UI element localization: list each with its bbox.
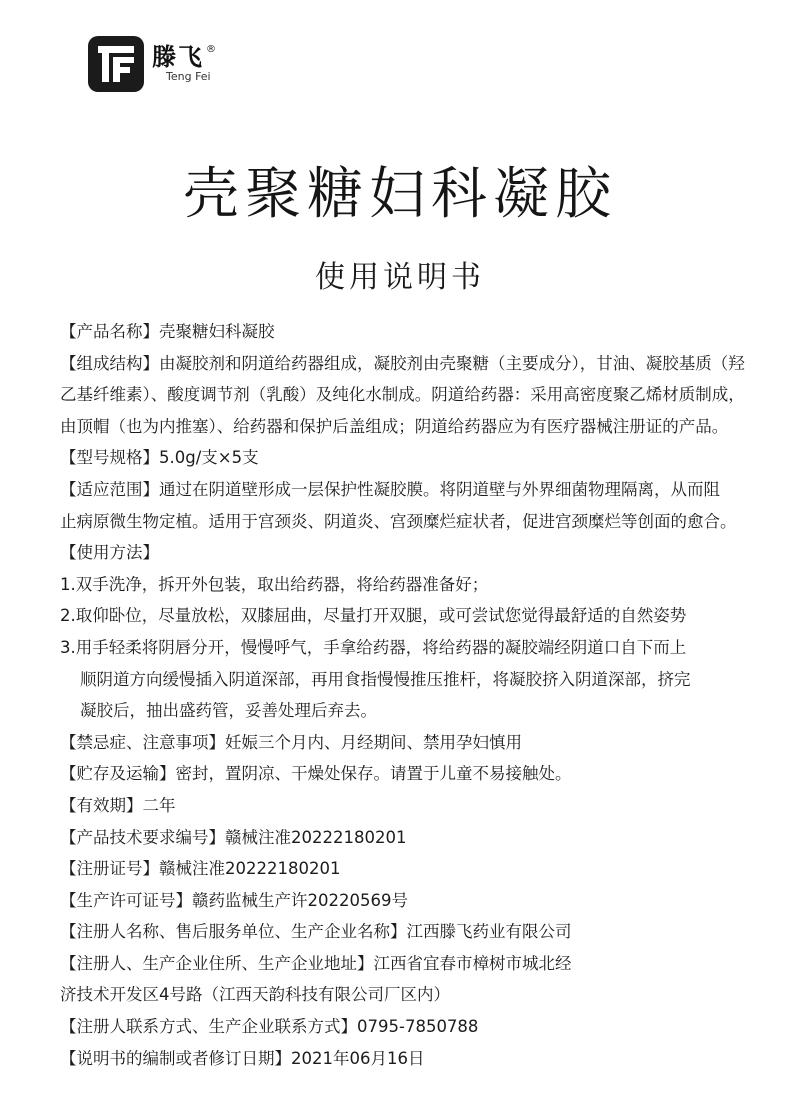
registered-mark: ® bbox=[206, 44, 216, 55]
product-title: 壳聚糖妇科凝胶 bbox=[183, 162, 617, 227]
text-line: 济技术开发区4号路（江西天韵科技有限公司厂区内） bbox=[60, 985, 450, 1005]
text-line: 止病原微生物定植。适用于宫颈炎、阴道炎、宫颈糜烂症状者，促进宫颈糜烂等创面的愈合。 bbox=[60, 511, 737, 531]
brand-logo-icon bbox=[88, 36, 144, 92]
text-line: 【注册人联系方式、生产企业联系方式】0795-7850788 bbox=[60, 1017, 479, 1037]
text-line: 【生产许可证号】赣药监械生产许20220569号 bbox=[60, 890, 408, 910]
text-line: 【产品技术要求编号】赣械注准20222180201 bbox=[60, 827, 407, 847]
text-line: 【使用方法】 bbox=[60, 543, 159, 563]
text-line: 【禁忌症、注意事项】妊娠三个月内、月经期间、禁用孕妇慎用 bbox=[60, 732, 522, 752]
text-line: 1.双手洗净，拆开外包装，取出给药器，将给药器准备好； bbox=[60, 574, 489, 594]
text-line: 【注册证号】赣械注准20222180201 bbox=[60, 859, 341, 879]
text-line: 【适应范围】通过在阴道壁形成一层保护性凝胶膜。将阴道壁与外界细菌物理隔离，从而阻 bbox=[60, 479, 720, 499]
text-line: 2.取仰卧位，尽量放松，双膝屈曲，尽量打开双腿，或可尝试您觉得最舒适的自然姿势 bbox=[60, 606, 687, 626]
text-line: 3.用手轻柔将阴唇分开，慢慢呼气，手拿给药器，将给药器的凝胶端经阴道口自下而上 bbox=[60, 637, 687, 657]
brand-logo bbox=[88, 36, 216, 92]
document-subtitle: 使用说明书 bbox=[315, 260, 485, 295]
text-line: 凝胶后，抽出盛药管，妥善处理后弃去。 bbox=[80, 701, 377, 721]
leaflet-body bbox=[60, 316, 760, 1074]
text-line: 顺阴道方向缓慢插入阴道深部，再用食指慢慢推压推杆，将凝胶挤入阴道深部，挤完 bbox=[80, 669, 691, 689]
text-line: 【说明书的编制或者修订日期】2021年06月16日 bbox=[60, 1048, 425, 1068]
text-line: 【注册人名称、售后服务单位、生产企业名称】江西滕飞药业有限公司 bbox=[60, 922, 572, 942]
text-line: 【产品名称】壳聚糖妇科凝胶 bbox=[60, 322, 275, 341]
brand-name-en: Teng Fei bbox=[166, 70, 211, 83]
text-line: 【组成结构】由凝胶剂和阴道给药器组成，凝胶剂由壳聚糖（主要成分），甘油、凝胶基质（羟 bbox=[60, 353, 745, 373]
brand-name-cn: 滕飞 bbox=[152, 43, 204, 71]
text-line: 【贮存及运输】密封，置阴凉、干燥处保存。请置于儿童不易接触处。 bbox=[60, 764, 572, 784]
text-line: 【型号规格】5.0g/支×5支 bbox=[60, 448, 259, 468]
text-line: 乙基纤维素）、酸度调节剂（乳酸）及纯化水制成。阴道给药器：采用高密度聚乙烯材质制成， bbox=[60, 385, 745, 405]
text-line: 【注册人、生产企业住所、生产企业地址】江西省宜春市樟树市城北经 bbox=[60, 953, 572, 973]
text-line: 【有效期】二年 bbox=[60, 795, 176, 815]
text-line: 由顶帽（也为内推塞）、给药器和保护后盖组成；阴道给药器应为有医疗器械注册证的产品。 bbox=[60, 416, 729, 436]
